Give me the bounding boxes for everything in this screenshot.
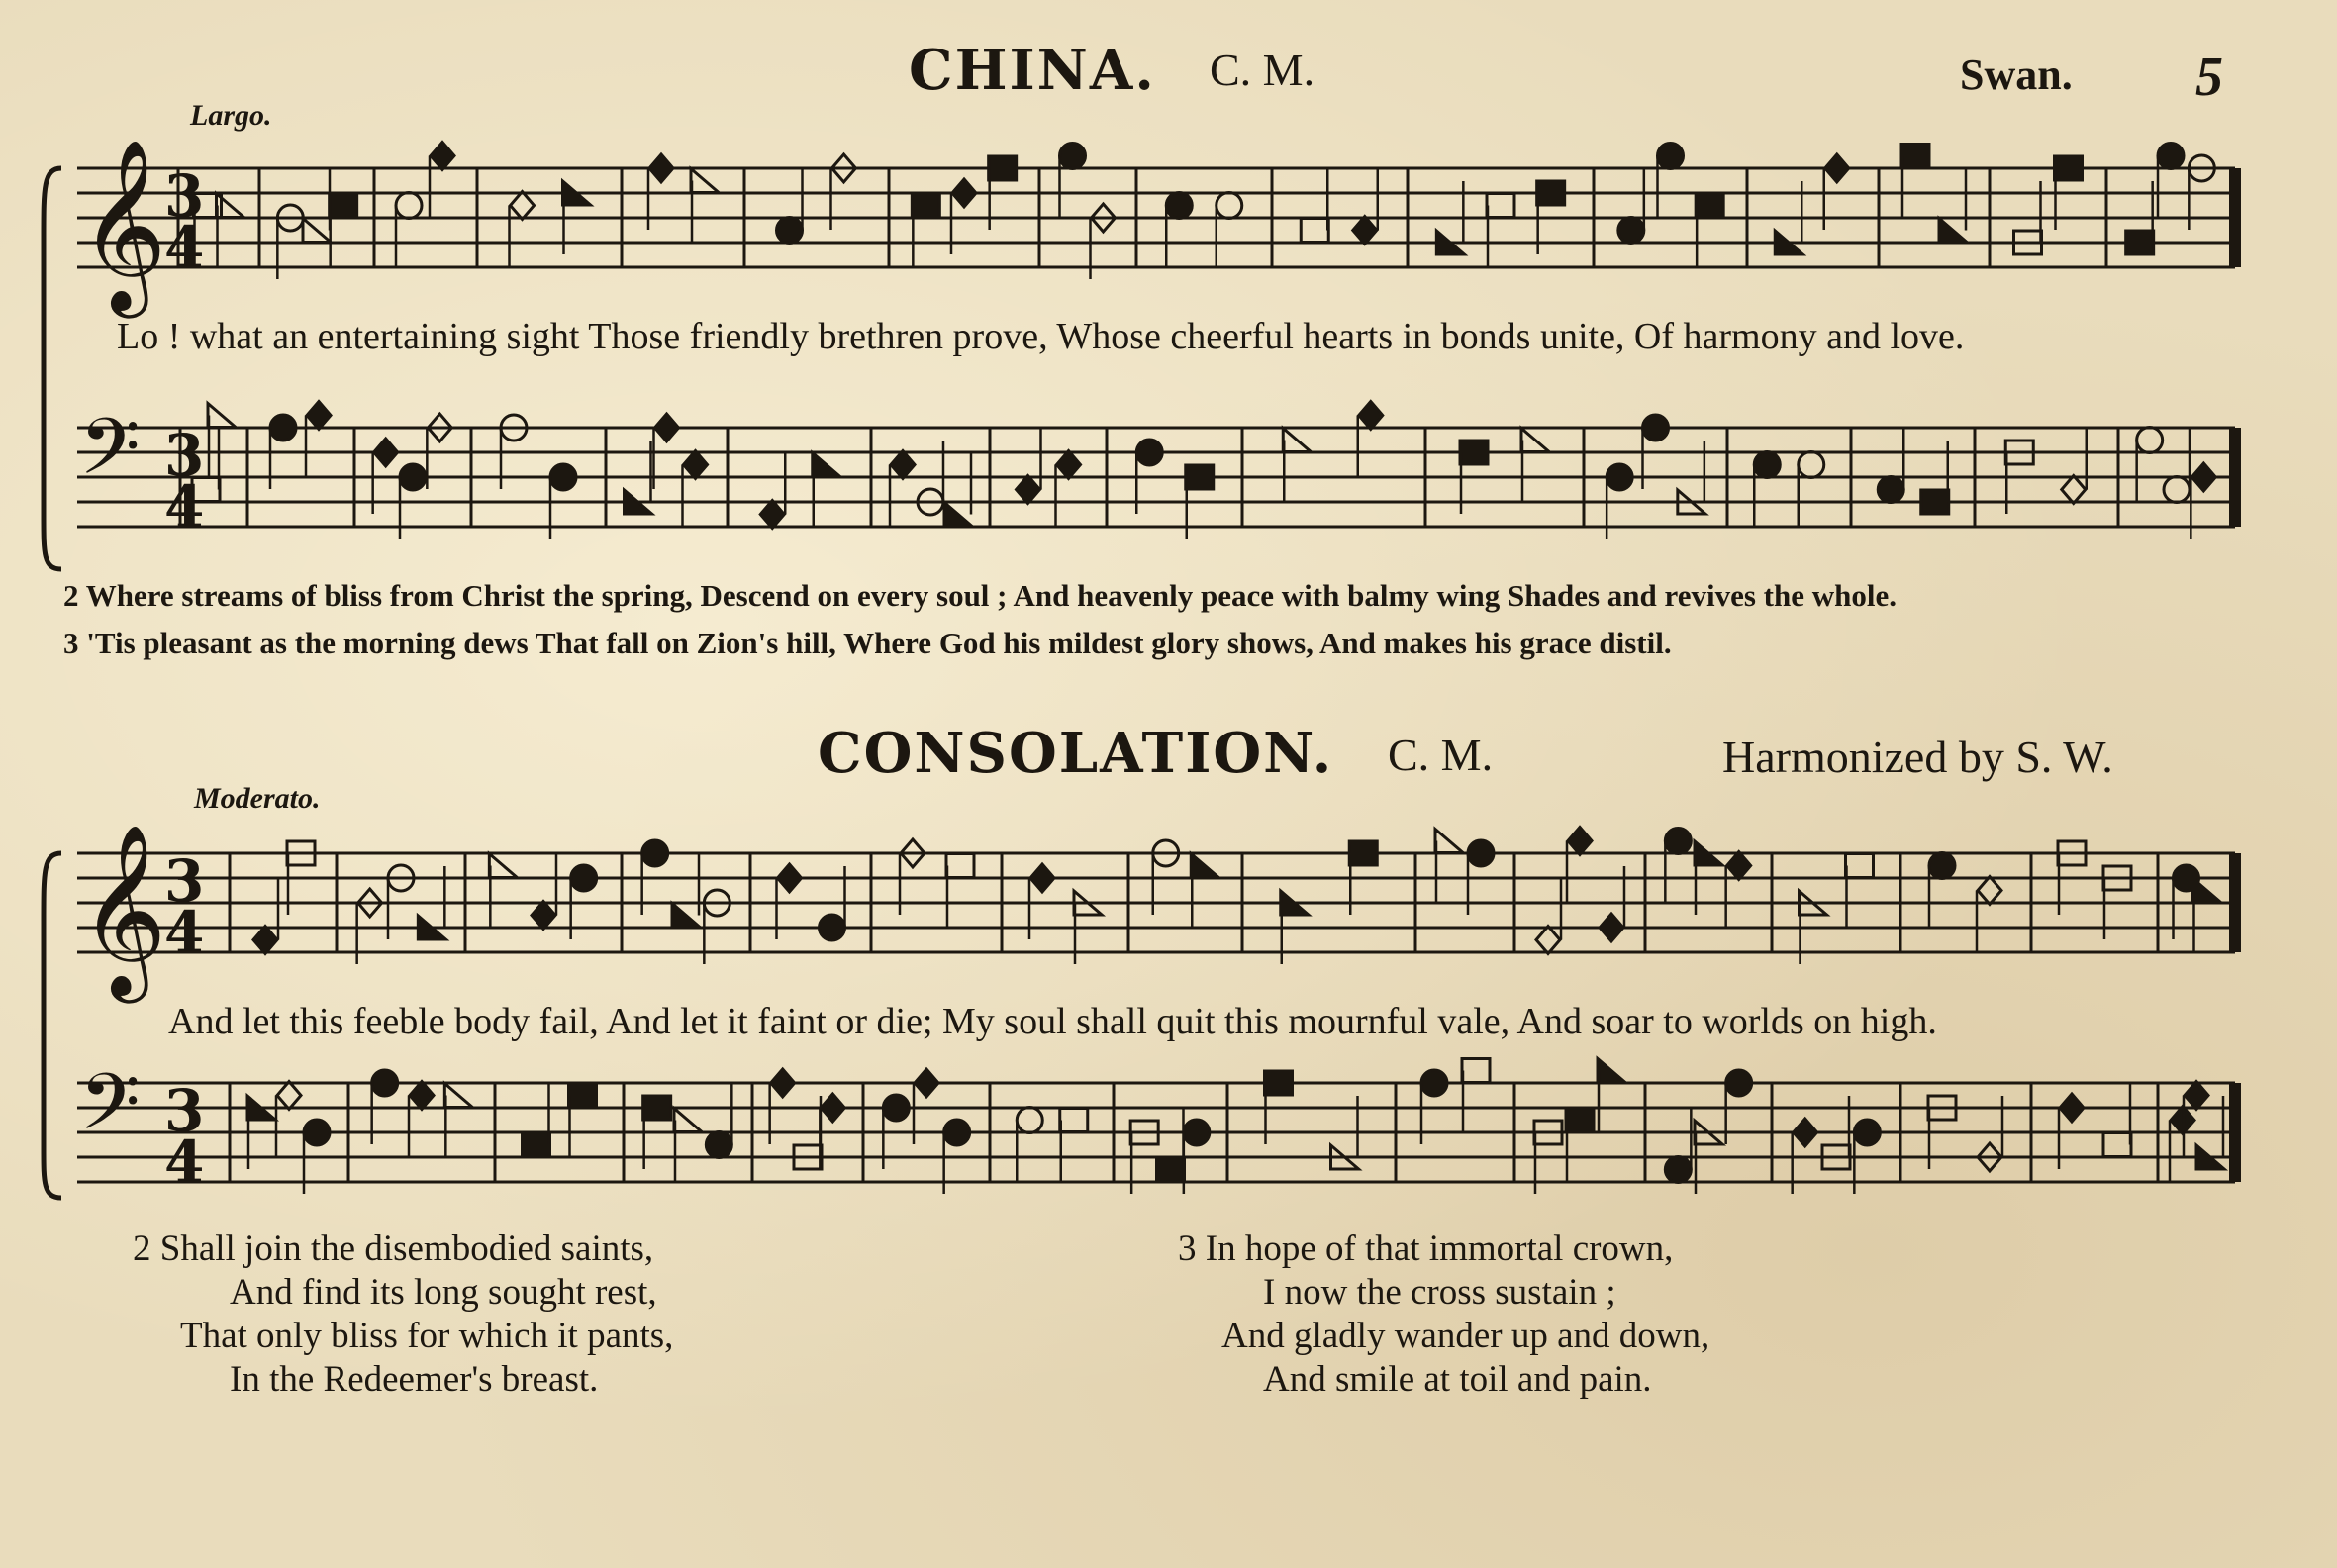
note-diamond (1825, 154, 1849, 182)
note-diamond (655, 414, 679, 441)
stanza-line: In the Redeemer's breast. (230, 1359, 599, 1400)
note-round (1421, 1070, 1447, 1096)
note-square (643, 1096, 671, 1120)
time-signature-top: 3 (164, 162, 205, 230)
note-square (2055, 156, 2083, 180)
note-round (396, 193, 422, 219)
note-round (1665, 829, 1691, 854)
note-square (946, 854, 974, 878)
verse-3-china: 3 'Tis pleasant as the morning dews That fall on Zion's hill, Where God his mildest glory shows, And makes his grace distil. (63, 626, 1672, 660)
time-signature-bottom: 4 (164, 473, 205, 540)
note-round (1878, 477, 1903, 503)
verse-2-china: 2 Where streams of bliss from Christ the spring, Descend on every soul ; And heavenly peace with balmy wing Shades and revives the whole. (63, 578, 1898, 613)
note-diamond (821, 1094, 844, 1122)
note-round (706, 1132, 731, 1158)
note-diamond (1017, 476, 1040, 504)
note-square (1696, 194, 1723, 218)
note-square (1921, 490, 1949, 514)
lyrics-china: Lo ! what an entertaining sight Those friendly brethren prove, Whose cheerful hearts in bonds unite, Of harmony and love. (117, 316, 1965, 357)
note-square (1265, 1071, 1293, 1095)
note-diamond (649, 154, 673, 182)
note-diamond (915, 1069, 938, 1097)
note-diamond (277, 1082, 301, 1110)
note-round (571, 865, 597, 891)
note-diamond (1057, 451, 1081, 479)
note-round (1136, 440, 1162, 465)
note-diamond (778, 864, 802, 892)
harmonizer-consolation: Harmonized by S. W. (1722, 732, 2113, 782)
system-bracket (44, 853, 61, 1198)
page-number: 5 (2195, 47, 2223, 108)
note-diamond (410, 1082, 434, 1110)
bass-clef-icon: 𝄢 (79, 401, 141, 512)
time-signature-top: 3 (164, 1077, 205, 1144)
note-triangle (813, 453, 840, 477)
note-diamond (2062, 476, 2086, 504)
note-round (1854, 1120, 1880, 1145)
note-round (1060, 144, 1086, 169)
note-round (400, 464, 426, 490)
note-diamond (771, 1069, 795, 1097)
note-diamond (1030, 864, 1054, 892)
note-round (1643, 415, 1669, 441)
hymn-title-consolation: CONSOLATION. (818, 721, 1334, 786)
note-square (2103, 1133, 2131, 1157)
note-diamond (2191, 463, 2215, 491)
note-round (1607, 464, 1632, 490)
stanza-line: And gladly wander up and down, (1221, 1316, 1710, 1356)
note-diamond (511, 192, 535, 220)
time-signature-bottom: 4 (164, 1128, 205, 1196)
treble-clef-icon: 𝄞 (79, 139, 167, 311)
note-triangle (674, 1109, 702, 1132)
note-diamond (891, 451, 915, 479)
note-square (989, 156, 1017, 180)
time-signature-top: 3 (164, 422, 205, 489)
note-round (820, 915, 845, 940)
note-round (1184, 1120, 1210, 1145)
note-square (912, 194, 939, 218)
note-triangle (1939, 219, 1967, 243)
note-triangle (208, 404, 236, 428)
note-diamond (532, 902, 555, 930)
note-round (1166, 193, 1192, 219)
note-square (1846, 854, 1874, 878)
stanza-line: That only bliss for which it pants, (180, 1316, 674, 1356)
stanza-line: 2 Shall join the disembodied saints, (133, 1228, 654, 1269)
note-triangle (1521, 429, 1549, 452)
treble-clef-icon: 𝄞 (79, 824, 167, 996)
stanza-line: 3 In hope of that immortal crown, (1178, 1228, 1674, 1269)
note-triangle (691, 169, 719, 193)
note-diamond (2185, 1082, 2208, 1110)
note-square (330, 194, 357, 218)
note-diamond (684, 451, 708, 479)
note-diamond (374, 439, 398, 466)
note-triangle (944, 503, 972, 527)
note-diamond (952, 179, 976, 207)
note-square (1301, 219, 1328, 243)
note-square (1349, 841, 1377, 865)
note-diamond (307, 402, 331, 430)
note-triangle (2193, 879, 2221, 903)
note-round (2164, 477, 2190, 503)
stanza-2-consolation (133, 1227, 673, 1402)
lyrics-consolation: And let this feeble body fail, And let it faint or die; My soul shall quit this mournful vale, And soar to worlds on high. (168, 1001, 1937, 1042)
stanza-line: I now the cross sustain ; (1263, 1272, 1616, 1313)
note-diamond (1353, 217, 1377, 245)
note-triangle (489, 854, 517, 878)
tempo-china: Largo. (190, 99, 272, 132)
note-diamond (1727, 852, 1751, 880)
hymn-title-china: CHINA. (909, 38, 1156, 103)
time-signature-top: 3 (164, 847, 205, 915)
note-triangle (444, 1084, 472, 1108)
note-diamond (253, 927, 277, 954)
stanza-line: And smile at toil and pain. (1263, 1359, 1652, 1400)
note-round (270, 415, 296, 441)
note-round (2158, 144, 2184, 169)
note-square (1462, 1059, 1490, 1083)
stanza-line: And find its long sought rest, (230, 1272, 657, 1313)
composer-china: Swan. (1960, 50, 2073, 99)
note-round (642, 840, 668, 866)
note-triangle (672, 904, 700, 928)
note-diamond (1978, 877, 2001, 905)
note-triangle (1598, 1059, 1625, 1083)
note-round (1726, 1070, 1752, 1096)
note-square (1901, 145, 1929, 168)
meter-china: C. M. (1210, 45, 1315, 95)
meter-consolation: C. M. (1388, 730, 1494, 780)
note-square (1060, 1109, 1088, 1132)
note-round (1618, 218, 1644, 244)
tempo-consolation: Moderato. (194, 782, 321, 815)
note-round (777, 218, 803, 244)
note-round (550, 464, 576, 490)
note-diamond (1568, 828, 1592, 855)
note-triangle (303, 219, 331, 243)
note-diamond (760, 501, 784, 529)
note-diamond (1359, 402, 1383, 430)
note-square (2126, 231, 2154, 254)
note-diamond (2060, 1094, 2084, 1122)
note-square (1157, 1158, 1185, 1182)
note-round (1468, 840, 1494, 866)
note-round (1665, 1157, 1691, 1183)
note-square (1186, 465, 1214, 489)
note-diamond (1600, 914, 1623, 941)
note-round (372, 1070, 398, 1096)
note-square (523, 1133, 550, 1157)
note-square (1487, 194, 1514, 218)
bass-clef-icon: 𝄢 (79, 1056, 141, 1167)
note-diamond (431, 143, 454, 170)
note-round (944, 1120, 970, 1145)
note-round (1217, 193, 1242, 219)
note-round (1754, 452, 1780, 478)
note-round (304, 1120, 330, 1145)
note-round (1799, 452, 1824, 478)
note-round (883, 1095, 909, 1121)
note-triangle (1435, 830, 1463, 853)
note-round (1929, 853, 1955, 879)
note-round (2137, 428, 2163, 453)
note-round (1017, 1108, 1042, 1133)
system-bracket (44, 168, 61, 569)
time-signature-bottom: 4 (164, 214, 205, 281)
note-diamond (1794, 1119, 1817, 1146)
note-square (569, 1084, 597, 1108)
note-triangle (1283, 429, 1311, 452)
stanza-3-consolation (1178, 1227, 1709, 1402)
note-square (1566, 1109, 1594, 1132)
note-triangle (1191, 854, 1218, 878)
note-square (1460, 441, 1488, 464)
time-signature-bottom: 4 (164, 899, 205, 966)
note-square (1537, 181, 1565, 205)
note-round (1658, 144, 1684, 169)
note-diamond (1536, 927, 1560, 954)
